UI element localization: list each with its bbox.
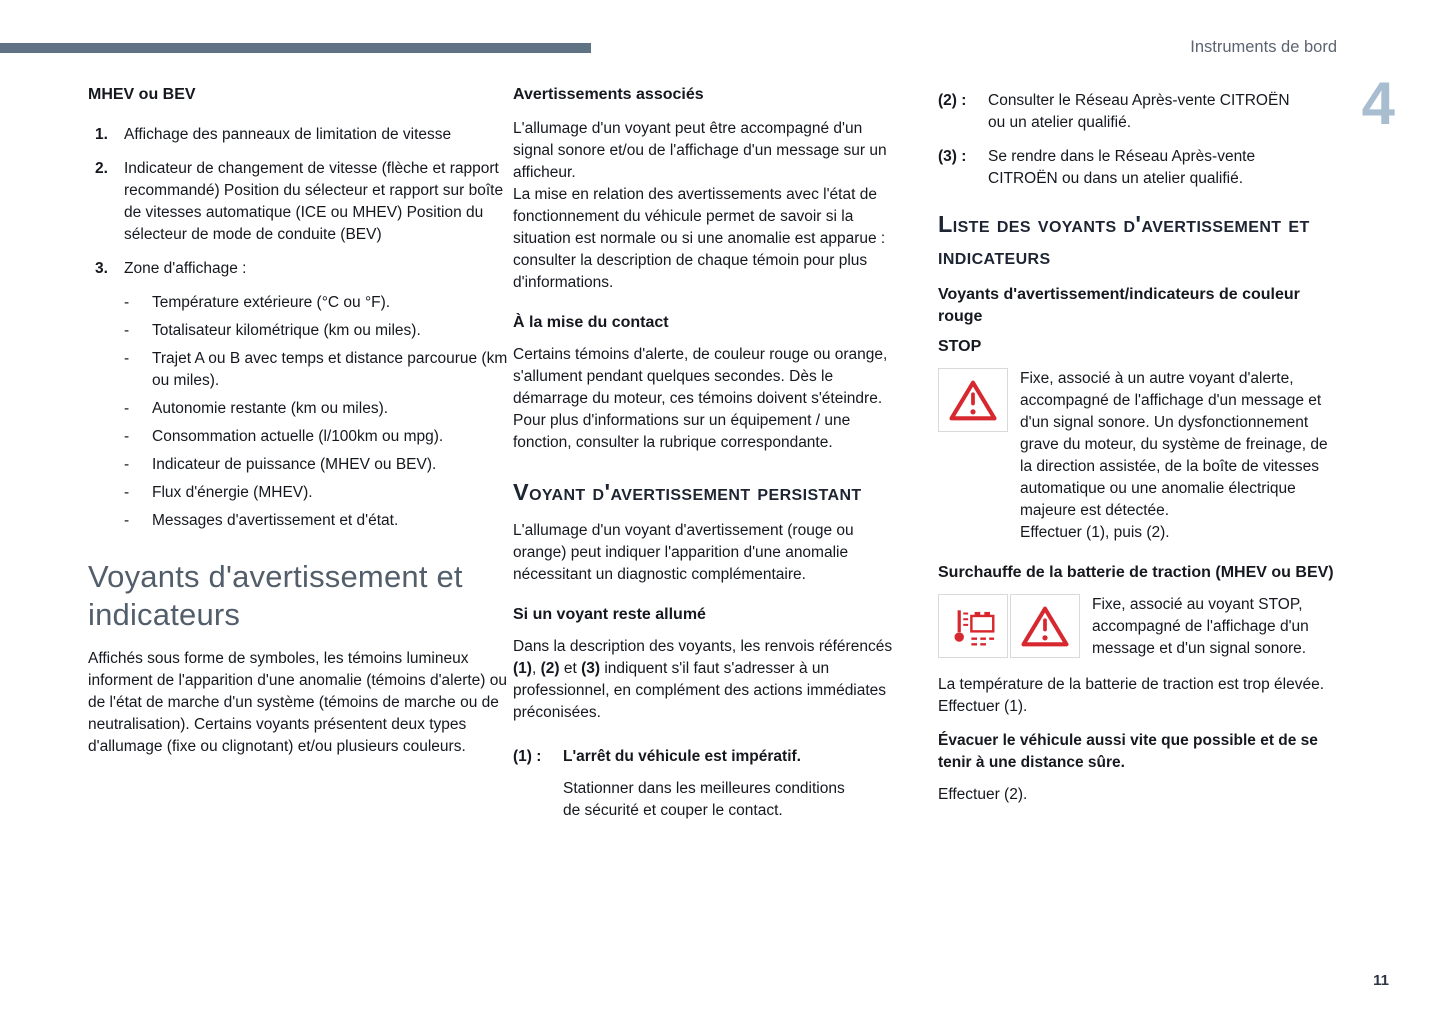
list-item-text: Trajet A ou B avec temps et distance parcourue (km ou miles). <box>152 350 508 389</box>
stop-action: Effectuer (1), puis (2). <box>1020 524 1170 541</box>
paragraph: Pour plus d'informations sur un équipement / une fonction, consulter la rubrique correspondante. <box>513 412 851 451</box>
display-zone-list <box>88 292 512 532</box>
evacuate-warning: Évacuer le véhicule aussi vite que possible et de se tenir à une distance sûre. <box>938 732 1318 771</box>
dash-bullet: - <box>124 322 130 339</box>
stop-indicator-block <box>938 368 1338 544</box>
paragraph: L'allumage d'un voyant d'avertissement (rouge ou orange) peut indiquer l'apparition d'une anomalie nécessitant un diagnostic complémentaire. <box>513 522 854 583</box>
list-item-text: Totalisateur kilométrique (km ou miles). <box>152 322 421 339</box>
refs-paragraph <box>513 636 906 724</box>
stop-description: Fixe, associé à un autre voyant d'alerte, accompagné de l'affichage d'un message et d'un signal sonore. Un dysfonctionnement grave du moteur, du système de freinage, de la direction assistée, de la boîte de vitesses automatique ou une anomalie électrique majeure est détectée. <box>1020 370 1328 519</box>
heading-mise-du-contact: À la mise du contact <box>513 314 669 331</box>
section-title-liste-voyants: Liste des voyants d'avertissement et indicateurs <box>938 211 1310 269</box>
chapter-header-title: Instruments de bord <box>1190 38 1337 56</box>
warning-triangle-glyph <box>947 377 999 424</box>
heading-avertissements-associes: Avertissements associés <box>513 86 704 103</box>
item-text: Zone d'affichage : <box>124 260 247 277</box>
list-item-text: Autonomie restante (km ou miles). <box>152 400 389 417</box>
list-item <box>88 348 512 392</box>
ref1-label: (1) : <box>513 748 542 765</box>
list-item <box>88 454 512 476</box>
paragraph: L'allumage d'un voyant peut être accompagné d'un signal sonore et/ou de l'affichage d'un message sur un afficheur. <box>513 120 887 181</box>
dash-bullet: - <box>124 512 130 529</box>
item-text: Indicateur de changement de vitesse (flèche et rapport recommandé) Position du sélecteur et rapport sur boîte de vitesses automatique (ICE ou MHEV) Position du sélecteur de mode de conduite (BEV) <box>124 160 504 243</box>
paragraph: La mise en relation des avertissements avec l'état de fonctionnement du véhicule permet de savoir si la situation est normale ou si une anomalie est apparue : consulter la description de chaque témoin pour plus d'informations. <box>513 186 886 291</box>
section-title-voyants-indicateurs: Voyants d'avertissement et indicateurs <box>88 559 463 632</box>
list-item-text: Indicateur de puissance (MHEV ou BEV). <box>152 456 437 473</box>
intro-paragraph: Affichés sous forme de symboles, les témoins lumineux informent de l'apparition d'une anomalie (témoins d'alerte) ou de l'état de marche d'un système (témoins de marche ou de neutralisation). Certains voyants présentent deux types d'allumage (fixe ou clignotant) et/ou plusieurs couleurs. <box>88 650 508 755</box>
paragraph: La température de la batterie de traction est trop élevée. <box>938 676 1325 693</box>
list-item <box>88 426 512 448</box>
refs-text: Dans la description des voyants, les renvois référencés <box>513 638 893 655</box>
page-number: 11 <box>1373 972 1389 989</box>
overheat-indicator-block <box>938 594 1338 660</box>
numbered-item <box>88 124 512 146</box>
refs-text: indiquent s'il faut s'adresser à un professionnel, en complément des actions immédiates préconisées. <box>513 660 887 721</box>
heading-mhev-ou-bev: MHEV ou BEV <box>88 86 196 103</box>
list-item <box>88 292 512 314</box>
overheat-text <box>1092 594 1338 660</box>
list-item <box>88 398 512 420</box>
paragraph: Certains témoins d'alerte, de couleur rouge ou orange, s'allument pendant quelques secondes. Dès le démarrage du moteur, ces témoins doivent s'éteindre. <box>513 346 888 407</box>
battery-temperature-icon <box>938 594 1008 658</box>
chapter-number: 4 <box>1361 70 1395 137</box>
column-middle <box>513 84 906 822</box>
item-number: 3. <box>95 260 108 277</box>
list-item-text: Consommation actuelle (l/100km ou mpg). <box>152 428 444 445</box>
dash-bullet: - <box>124 294 130 311</box>
ref3-text: Se rendre dans le Réseau Après-vente CITROËN ou dans un atelier qualifié. <box>988 148 1256 187</box>
ref1-row <box>513 746 906 768</box>
list-item-text: Flux d'énergie (MHEV). <box>152 484 313 501</box>
header-rule <box>0 43 591 53</box>
heading-surchauffe-batterie: Surchauffe de la batterie de traction (MHEV ou BEV) <box>938 564 1334 581</box>
ref2-row <box>938 90 1338 134</box>
numbered-item <box>88 158 512 246</box>
refs-text: et <box>559 660 582 677</box>
ref2-text: Consulter le Réseau Après-vente CITROËN ou un atelier qualifié. <box>988 92 1290 131</box>
ref-2: (2) <box>540 660 560 677</box>
numbered-item <box>88 258 512 280</box>
refs-text: , <box>531 660 541 677</box>
dash-bullet: - <box>124 350 130 367</box>
warning-triangle-icon <box>1010 594 1080 658</box>
item-number: 2. <box>95 160 108 177</box>
list-item <box>88 320 512 342</box>
paragraph: Effectuer (1). <box>938 698 1028 715</box>
ref1-title: L'arrêt du véhicule est impératif. <box>563 748 801 765</box>
paragraph: Effectuer (2). <box>938 786 1028 803</box>
ref3-row <box>938 146 1338 190</box>
item-text: Affichage des panneaux de limitation de vitesse <box>124 126 452 143</box>
subheading-voyants-rouges: Voyants d'avertissement/indicateurs de couleur rouge <box>938 286 1300 325</box>
list-item-text: Température extérieure (°C ou °F). <box>152 294 391 311</box>
ref3-label: (3) : <box>938 148 967 165</box>
column-right <box>938 90 1338 806</box>
ref2-label: (2) : <box>938 92 967 109</box>
section-title-voyant-persistant: Voyant d'avertissement persistant <box>513 479 862 505</box>
overheat-description: Fixe, associé au voyant STOP, accompagné de l'affichage d'un message et d'un signal sonore. <box>1092 596 1309 657</box>
dash-bullet: - <box>124 428 130 445</box>
stop-text <box>1020 368 1338 544</box>
battery-temperature-glyph <box>947 603 999 650</box>
item-number: 1. <box>95 126 108 143</box>
ref-3: (3) <box>581 660 601 677</box>
list-item <box>88 482 512 504</box>
dash-bullet: - <box>124 400 130 417</box>
warning-triangle-icon <box>938 368 1008 432</box>
dash-bullet: - <box>124 484 130 501</box>
list-item <box>88 510 512 532</box>
column-left <box>88 84 512 758</box>
heading-voyant-reste-allume: Si un voyant reste allumé <box>513 606 706 623</box>
ref1-body: Stationner dans les meilleures conditions de sécurité et couper le contact. <box>563 780 845 819</box>
dash-bullet: - <box>124 456 130 473</box>
warning-triangle-glyph <box>1019 603 1071 650</box>
list-item-text: Messages d'avertissement et d'état. <box>152 512 399 529</box>
heading-stop: STOP <box>938 338 982 355</box>
ref-1: (1) <box>513 660 532 677</box>
